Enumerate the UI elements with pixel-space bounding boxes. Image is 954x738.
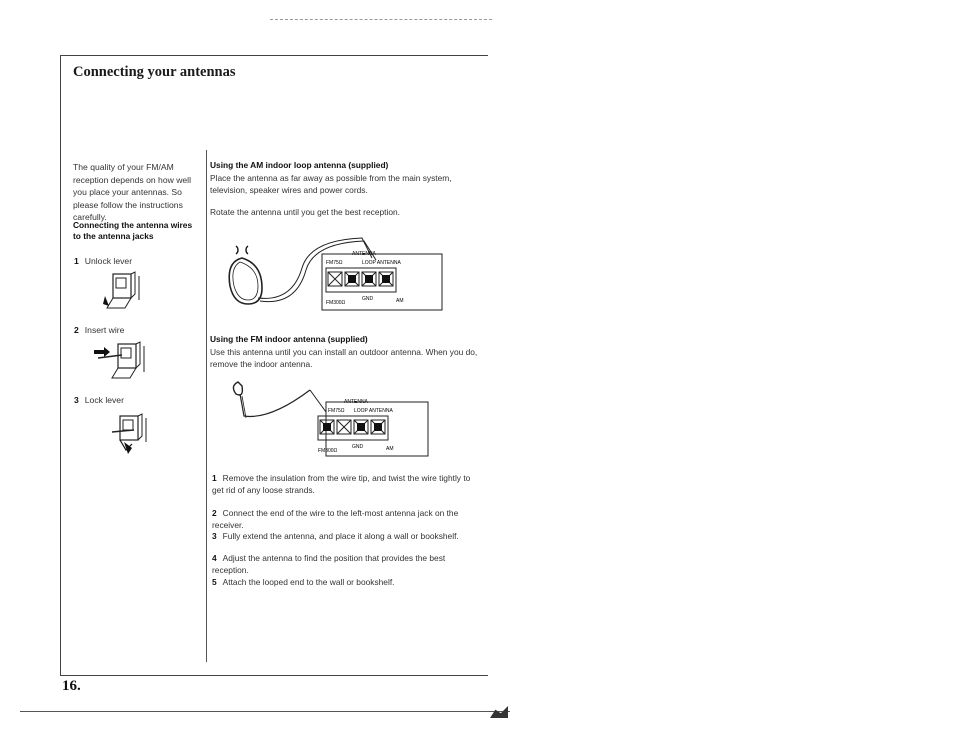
fm-antenna-diagram	[230, 376, 442, 460]
step-number: 4	[212, 553, 217, 563]
step-number: 2	[74, 325, 79, 335]
step-number: 5	[212, 577, 217, 587]
procedure-step-1	[212, 472, 482, 496]
am-panel-fm300-label: FM300Ω	[326, 300, 346, 306]
step-text: Connect the end of the wire to the left-most antenna jack on the receiver.	[212, 508, 459, 530]
am-panel-am-label: AM	[396, 298, 404, 304]
am-antenna-heading: Using the AM indoor loop antenna (supplied)	[210, 160, 389, 170]
step-label: Insert wire	[84, 325, 125, 335]
wire-step-1	[74, 256, 132, 266]
lock-lever-illustration	[110, 410, 160, 456]
step-number: 3	[74, 395, 79, 405]
procedure-step-3	[212, 530, 482, 542]
am-rotate-text: Rotate the antenna until you get the best reception.	[210, 207, 400, 217]
footer-rule	[20, 711, 510, 712]
procedure-step-2	[212, 507, 482, 531]
step-text: Fully extend the antenna, and place it along a wall or bookshelf.	[222, 531, 459, 541]
step-number: 1	[74, 256, 79, 266]
fm-panel-fm75-label: FM75Ω	[328, 408, 345, 414]
am-panel-gnd-label: GND	[362, 296, 374, 302]
page-corner-mark	[490, 706, 508, 718]
wire-step-2	[74, 325, 124, 335]
intro-paragraph: The quality of your FM/AM reception depends on how well you place your antennas. So please follow the instructions carefully.	[73, 162, 192, 222]
step-text: Attach the looped end to the wall or bookshelf.	[222, 577, 395, 587]
frame-bottom-rule	[60, 675, 488, 676]
frame-left-rule	[60, 55, 61, 675]
page-number: 16.	[62, 678, 81, 694]
am-panel-antenna-label: ANTENNA	[352, 251, 376, 257]
wires-heading: Connecting the antenna wires to the antenna jacks	[73, 220, 193, 241]
step-label: Unlock lever	[84, 256, 133, 266]
column-divider	[206, 150, 207, 662]
step-text: Remove the insulation from the wire tip, and twist the wire tightly to get rid of any loose strands.	[212, 473, 471, 495]
step-label: Lock lever	[84, 395, 124, 405]
fm-panel-loop-label: LOOP ANTENNA	[354, 408, 393, 414]
unlock-lever-illustration	[95, 268, 155, 316]
step-number: 2	[212, 508, 217, 518]
fm-antenna-heading: Using the FM indoor antenna (supplied)	[210, 334, 368, 344]
step-number: 3	[212, 531, 217, 541]
procedure-step-5	[212, 576, 482, 588]
insert-wire-illustration	[92, 338, 154, 386]
step-text: Adjust the antenna to find the position that provides the best reception.	[212, 553, 446, 575]
fm-panel-antenna-label: ANTENNA	[344, 399, 368, 405]
step-number: 1	[212, 473, 217, 483]
am-antenna-diagram	[222, 228, 450, 314]
page-title: Connecting your antennas	[73, 64, 236, 80]
top-dashed-rule	[270, 19, 492, 20]
fm-panel-fm300-label: FM300Ω	[318, 448, 338, 454]
wire-step-3	[74, 395, 124, 405]
fm-panel-gnd-label: GND	[352, 444, 364, 450]
frame-top-rule	[60, 55, 488, 56]
fm-panel-am-label: AM	[386, 446, 394, 452]
am-panel-fm75-label: FM75Ω	[326, 260, 343, 266]
fm-antenna-text: Use this antenna until you can install an outdoor antenna. When you do, remove the indoor antenna.	[210, 347, 478, 369]
am-panel-loop-label: LOOP ANTENNA	[362, 260, 401, 266]
am-antenna-text: Place the antenna as far away as possible from the main system, television, speaker wires and power cords.	[210, 173, 452, 195]
procedure-step-4	[212, 552, 482, 576]
